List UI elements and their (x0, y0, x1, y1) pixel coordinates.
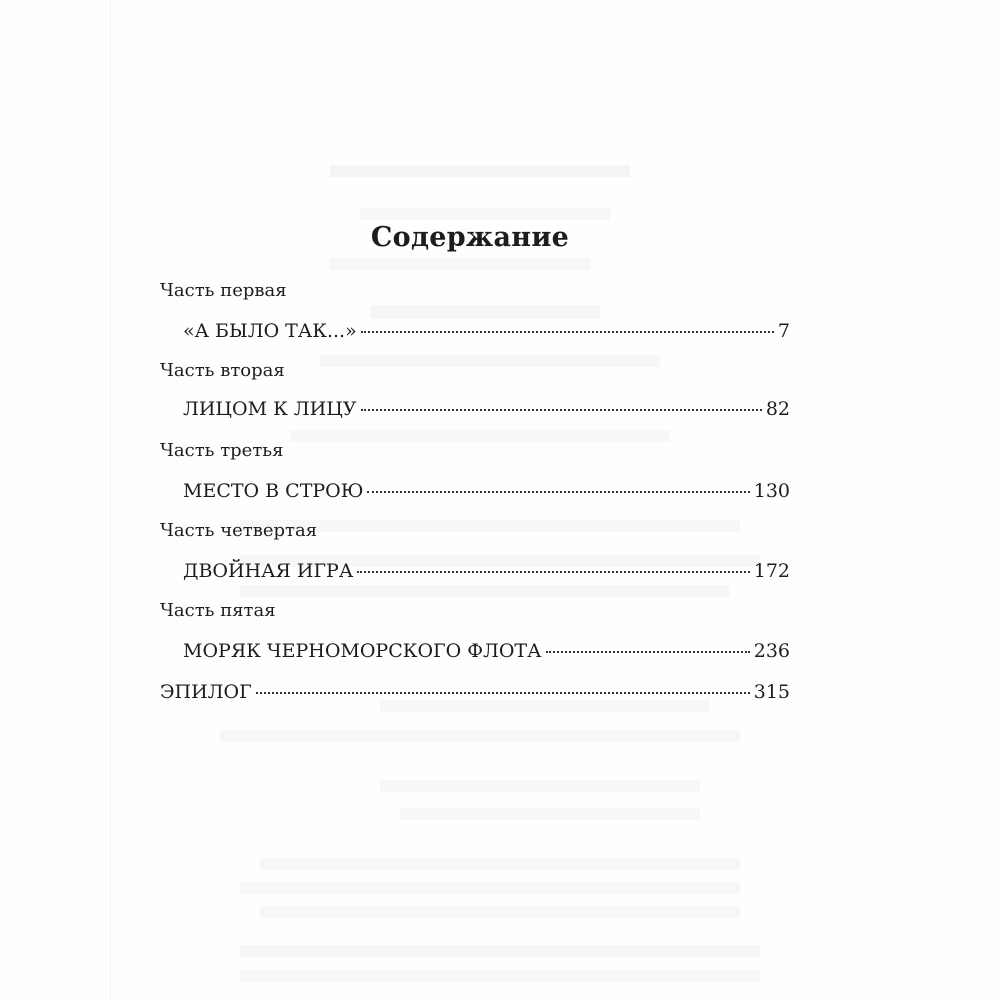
dot-leader (361, 408, 762, 411)
part-label: Часть вторая (160, 360, 285, 381)
toc-entry-title: МОРЯК ЧЕРНОМОРСКОГО ФЛОТА (183, 640, 542, 662)
toc-entry-page: 7 (777, 320, 790, 342)
bleed-through (320, 355, 660, 367)
toc-entry-title: МЕСТО В СТРОЮ (183, 480, 364, 502)
bleed-through (330, 258, 590, 270)
dot-leader (361, 330, 774, 333)
toc-entry-title: ЭПИЛОГ (160, 681, 252, 703)
dot-leader (367, 490, 749, 493)
bleed-through (220, 730, 740, 742)
part-label: Часть первая (160, 280, 287, 301)
bleed-through (240, 585, 730, 597)
toc-entry[interactable] (183, 398, 790, 420)
toc-entry-page: 236 (753, 640, 790, 662)
bleed-through (400, 808, 700, 820)
bleed-through (260, 906, 740, 918)
toc-entry-page: 315 (753, 681, 790, 703)
toc-entry-title: ДВОЙНАЯ ИГРА (183, 560, 354, 582)
toc-entry[interactable] (183, 640, 790, 662)
part-label: Часть пятая (160, 600, 276, 621)
dot-leader (256, 691, 750, 694)
bleed-through (370, 305, 600, 319)
page-fold (110, 0, 111, 1000)
toc-entry-page: 82 (765, 398, 790, 420)
toc-entry-title: ЛИЦОМ К ЛИЦУ (183, 398, 357, 420)
bleed-through (240, 970, 760, 982)
part-label: Часть четвертая (160, 520, 318, 541)
bleed-through (260, 858, 740, 870)
part-label: Часть третья (160, 440, 284, 461)
toc-entry-page: 130 (753, 480, 790, 502)
toc-entry-page: 172 (753, 560, 790, 582)
bleed-through (240, 945, 760, 957)
toc-title: Содержание (370, 222, 570, 253)
toc-entry[interactable] (183, 320, 790, 342)
bleed-through (330, 165, 630, 177)
dot-leader (357, 570, 750, 573)
bleed-through (360, 208, 610, 220)
toc-entry[interactable] (183, 560, 790, 582)
toc-entry-title: «А БЫЛО ТАК...» (183, 320, 357, 342)
toc-entry-epilogue[interactable] (160, 681, 790, 703)
bleed-through (240, 882, 740, 894)
bleed-through (380, 780, 700, 792)
toc-entry[interactable] (183, 480, 790, 502)
bleed-through (290, 430, 670, 442)
dot-leader (546, 650, 750, 653)
